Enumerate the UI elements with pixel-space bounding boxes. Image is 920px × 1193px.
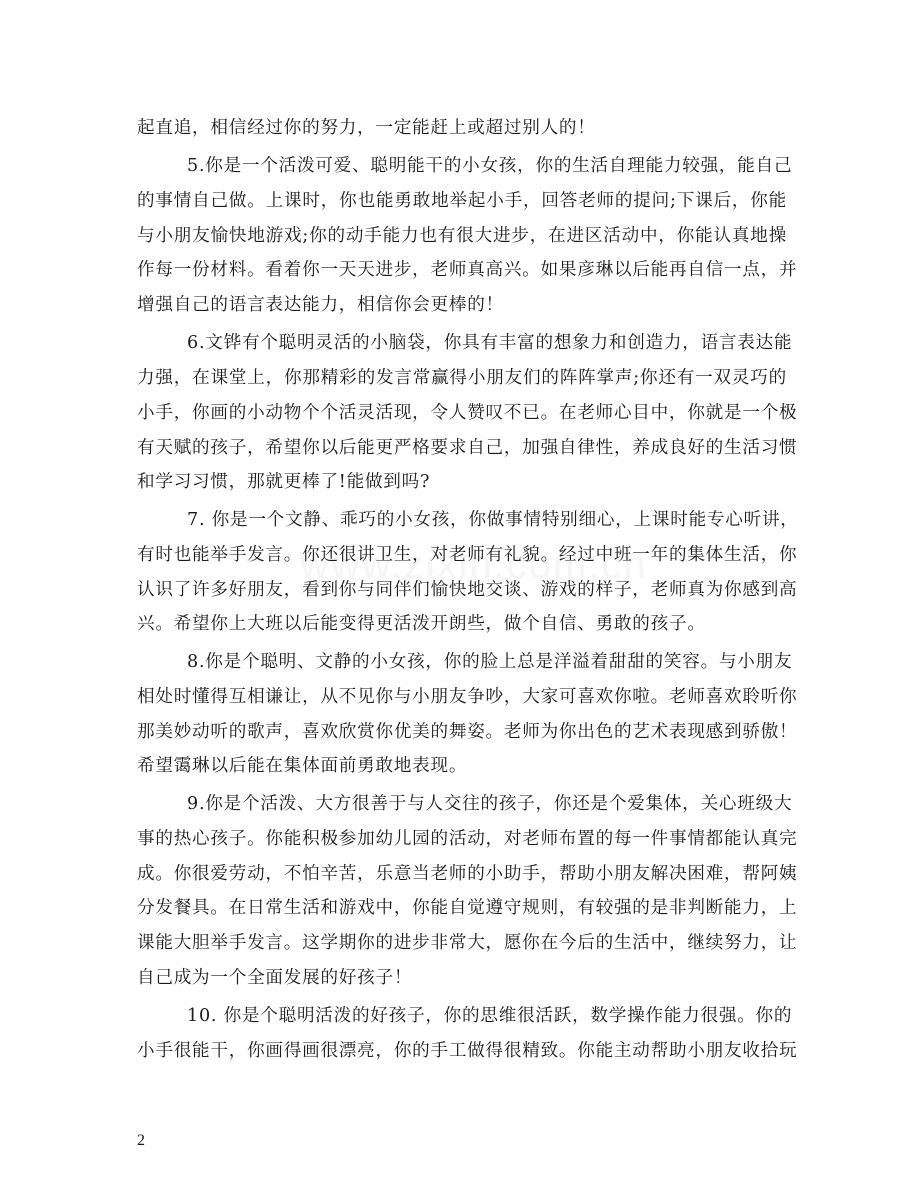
paragraph-5-line-5: 增强自己的语言表达能力，相信你会更棒的！ xyxy=(137,295,504,315)
paragraph-6-line-5: 和学习习惯，那就更棒了!能做到吗? xyxy=(137,472,431,492)
paragraph-9-line-3: 成。你很爱劳动，不怕辛苦，乐意当老师的小助手，帮助小朋友解决困难，帮阿姨 xyxy=(137,864,798,884)
paragraph-8-line-3: 那美妙动听的歌声，喜欢欣赏你优美的舞姿。老师为你出色的艺术表现感到骄傲！ xyxy=(137,722,798,742)
paragraph-7-line-3: 认识了许多好朋友，看到你与同伴们愉快地交谈、游戏的样子，老师真为你感到高 xyxy=(137,580,798,600)
paragraph-6-line-2: 力强，在课堂上，你那精彩的发言常赢得小朋友们的阵阵掌声;你还有一双灵巧的 xyxy=(137,368,787,388)
paragraph-5-line-3: 与小朋友愉快地游戏;你的动手能力也有很大进步，在进区活动中，你能认真地操 xyxy=(137,226,787,246)
paragraph-6-line-3: 小手，你画的小动物个个活灵活现，令人赞叹不已。在老师心目中，你就是一个极 xyxy=(137,403,798,423)
page-number: 2 xyxy=(137,1132,145,1149)
paragraph-7-line-2: 有时也能举手发言。你还很讲卫生，对老师有礼貌。经过中班一年的集体生活，你 xyxy=(137,545,798,565)
paragraph-5-line-2: 的事情自己做。上课时，你也能勇敢地举起小手，回答老师的提问;下课后，你能 xyxy=(137,191,787,211)
paragraph-6-line-4: 有天赋的孩子，希望你以后能更严格要求自己，加强自律性，养成良好的生活习惯 xyxy=(137,438,798,458)
paragraph-9-line-4: 分发餐具。在日常生活和游戏中，你能自觉遵守规则，有较强的是非判断能力，上 xyxy=(137,898,798,918)
paragraph-8-line-2: 相处时懂得互相谦让，从不见你与小朋友争吵，大家可喜欢你啦。老师喜欢聆听你 xyxy=(137,687,798,707)
paragraph-9-line-6: 自己成为一个全面发展的好孩子！ xyxy=(137,968,413,988)
paragraph-6-line-1: 6.文铧有个聪明灵活的小脑袋，你具有丰富的想象力和创造力，语言表达能 xyxy=(187,333,793,353)
paragraph-7-line-4: 兴。希望你上大班以后能变得更活泼开朗些，做个自信、勇敢的孩子。 xyxy=(137,614,706,634)
paragraph-9-line-5: 课能大胆举手发言。这学期你的进步非常大，愿你在今后的生活中，继续努力，让 xyxy=(137,933,798,953)
paragraph-4-line-last: 起直追，相信经过你的努力，一定能赶上或超过别人的！ xyxy=(137,118,596,138)
watermark-logo xyxy=(300,545,720,585)
paragraph-8-line-4: 希望霭琳以后能在集体面前勇敢地表现。 xyxy=(137,756,468,776)
paragraph-10-line-1: 10. 你是个聪明活泼的好孩子，你的思维很活跃，数学操作能力很强。你的 xyxy=(187,1006,793,1026)
paragraph-9-line-2: 事的热心孩子。你能积极参加幼儿园的活动，对老师布置的每一件事情都能认真完 xyxy=(137,829,798,849)
paragraph-7-line-1: 7. 你是一个文静、乖巧的小女孩，你做事情特别细心，上课时能专心听讲， xyxy=(187,510,799,530)
paragraph-5-line-1: 5.你是一个活泼可爱、聪明能干的小女孩，你的生活自理能力较强，能自己 xyxy=(187,156,793,176)
paragraph-10-line-2: 小手很能干，你画得画很漂亮，你的手工做得很精致。你能主动帮助小朋友收拾玩 xyxy=(137,1041,798,1061)
paragraph-8-line-1: 8.你是个聪明、文静的小女孩，你的脸上总是洋溢着甜甜的笑容。与小朋友 xyxy=(187,652,793,672)
paragraph-5-line-4: 作每一份材料。看着你一天天进步，老师真高兴。如果彦琳以后能再自信一点，并 xyxy=(137,260,798,280)
paragraph-9-line-1: 9.你是个活泼、大方很善于与人交往的孩子，你还是个爱集体，关心班级大 xyxy=(187,794,793,814)
